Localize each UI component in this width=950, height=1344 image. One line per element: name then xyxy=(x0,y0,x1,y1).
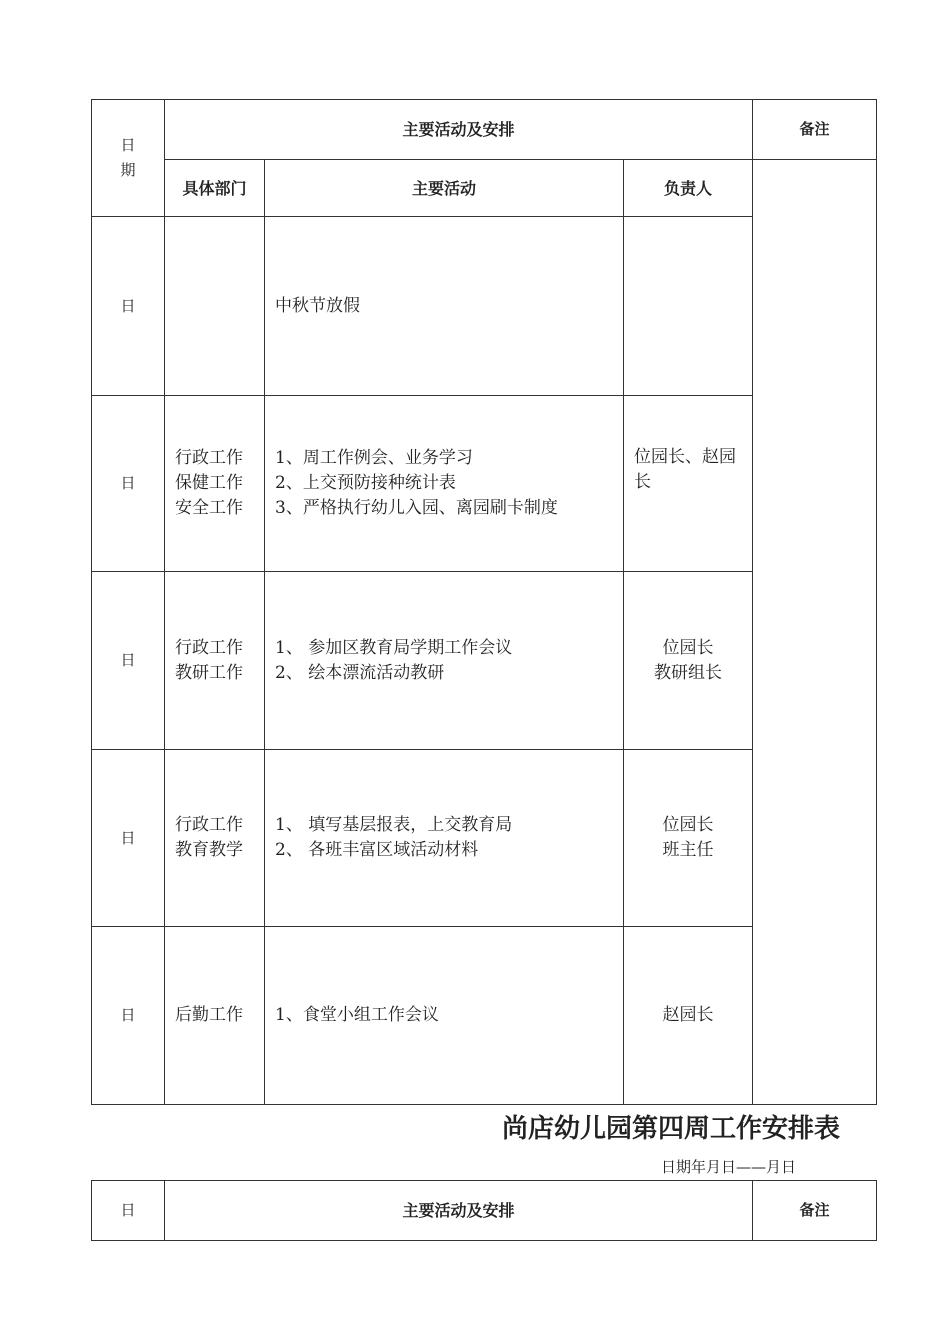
responsible-line: 班主任 xyxy=(662,840,714,860)
row-activities xyxy=(265,396,623,571)
activity-line: 1、 参加区教育局学期工作会议 xyxy=(275,637,513,658)
main-activities-arrangement-header: 主要活动及安排 xyxy=(402,120,515,139)
responsible-line: 长 xyxy=(634,472,651,492)
row-day: 日 xyxy=(120,651,136,669)
responsible-line: 赵园长 xyxy=(662,1005,714,1025)
activity-line: 2、 绘本漂流活动教研 xyxy=(275,662,445,683)
activity-line: 2、 各班丰富区域活动材料 xyxy=(275,840,479,860)
row-department xyxy=(165,572,264,749)
activity-line: 中秋节放假 xyxy=(275,295,360,316)
remarks-header: 备注 xyxy=(799,120,830,138)
activity-line: 1、食堂小组工作会议 xyxy=(275,1005,439,1025)
row-day: 日 xyxy=(120,1006,136,1024)
table-border xyxy=(91,1104,877,1105)
activity-line: 3、严格执行幼儿入园、离园刷卡制度 xyxy=(275,498,558,518)
page-title: 尚店幼儿园第四周工作安排表 xyxy=(501,1114,840,1144)
row-department xyxy=(165,396,264,571)
table-border xyxy=(91,1240,877,1241)
row-responsible xyxy=(624,750,752,926)
responsible-header: 负责人 xyxy=(663,178,712,198)
date-header-char: 日 xyxy=(120,136,136,154)
table-border xyxy=(876,1180,877,1241)
row-responsible xyxy=(624,572,752,749)
activity-line: 1、周工作例会、业务学习 xyxy=(275,448,473,468)
activity-line: 2、上交预防接种统计表 xyxy=(275,473,456,493)
responsible-line: 位园长 xyxy=(662,815,714,835)
activity-line: 1、 填写基层报表，上交教育局 xyxy=(275,815,513,835)
row-responsible xyxy=(624,396,752,571)
row-activities xyxy=(265,572,623,749)
row-activities xyxy=(265,750,623,926)
row-department xyxy=(165,927,264,1104)
department-line: 安全工作 xyxy=(175,498,243,518)
row-responsible xyxy=(624,927,752,1104)
remarks-header: 备注 xyxy=(799,1201,830,1219)
main-activity-header: 主要活动 xyxy=(411,178,476,198)
row-activities xyxy=(265,217,623,395)
department-line: 行政工作 xyxy=(175,637,243,658)
date-header: 日 xyxy=(120,1201,136,1219)
department-line: 后勤工作 xyxy=(175,1005,243,1025)
department-line: 行政工作 xyxy=(175,815,243,835)
responsible-line: 位园长 xyxy=(662,637,714,658)
department-line: 保健工作 xyxy=(175,473,243,493)
department-line: 教育教学 xyxy=(175,840,243,860)
main-activities-arrangement-header: 主要活动及安排 xyxy=(402,1201,515,1220)
row-day: 日 xyxy=(120,828,136,847)
date-range: 日期年月日——月日 xyxy=(660,1158,796,1176)
table-border xyxy=(876,99,877,1105)
row-activities xyxy=(265,927,623,1104)
table-border xyxy=(752,99,753,1105)
date-header xyxy=(92,100,164,216)
department-line: 行政工作 xyxy=(175,448,243,468)
department-header: 具体部门 xyxy=(182,178,247,198)
row-day: 日 xyxy=(120,474,136,492)
department-line: 教研工作 xyxy=(175,662,243,683)
row-department xyxy=(165,750,264,926)
responsible-line: 位园长、赵园 xyxy=(634,447,736,467)
date-header-char: 期 xyxy=(120,161,136,179)
row-day: 日 xyxy=(120,296,136,315)
responsible-line: 教研组长 xyxy=(654,662,722,683)
